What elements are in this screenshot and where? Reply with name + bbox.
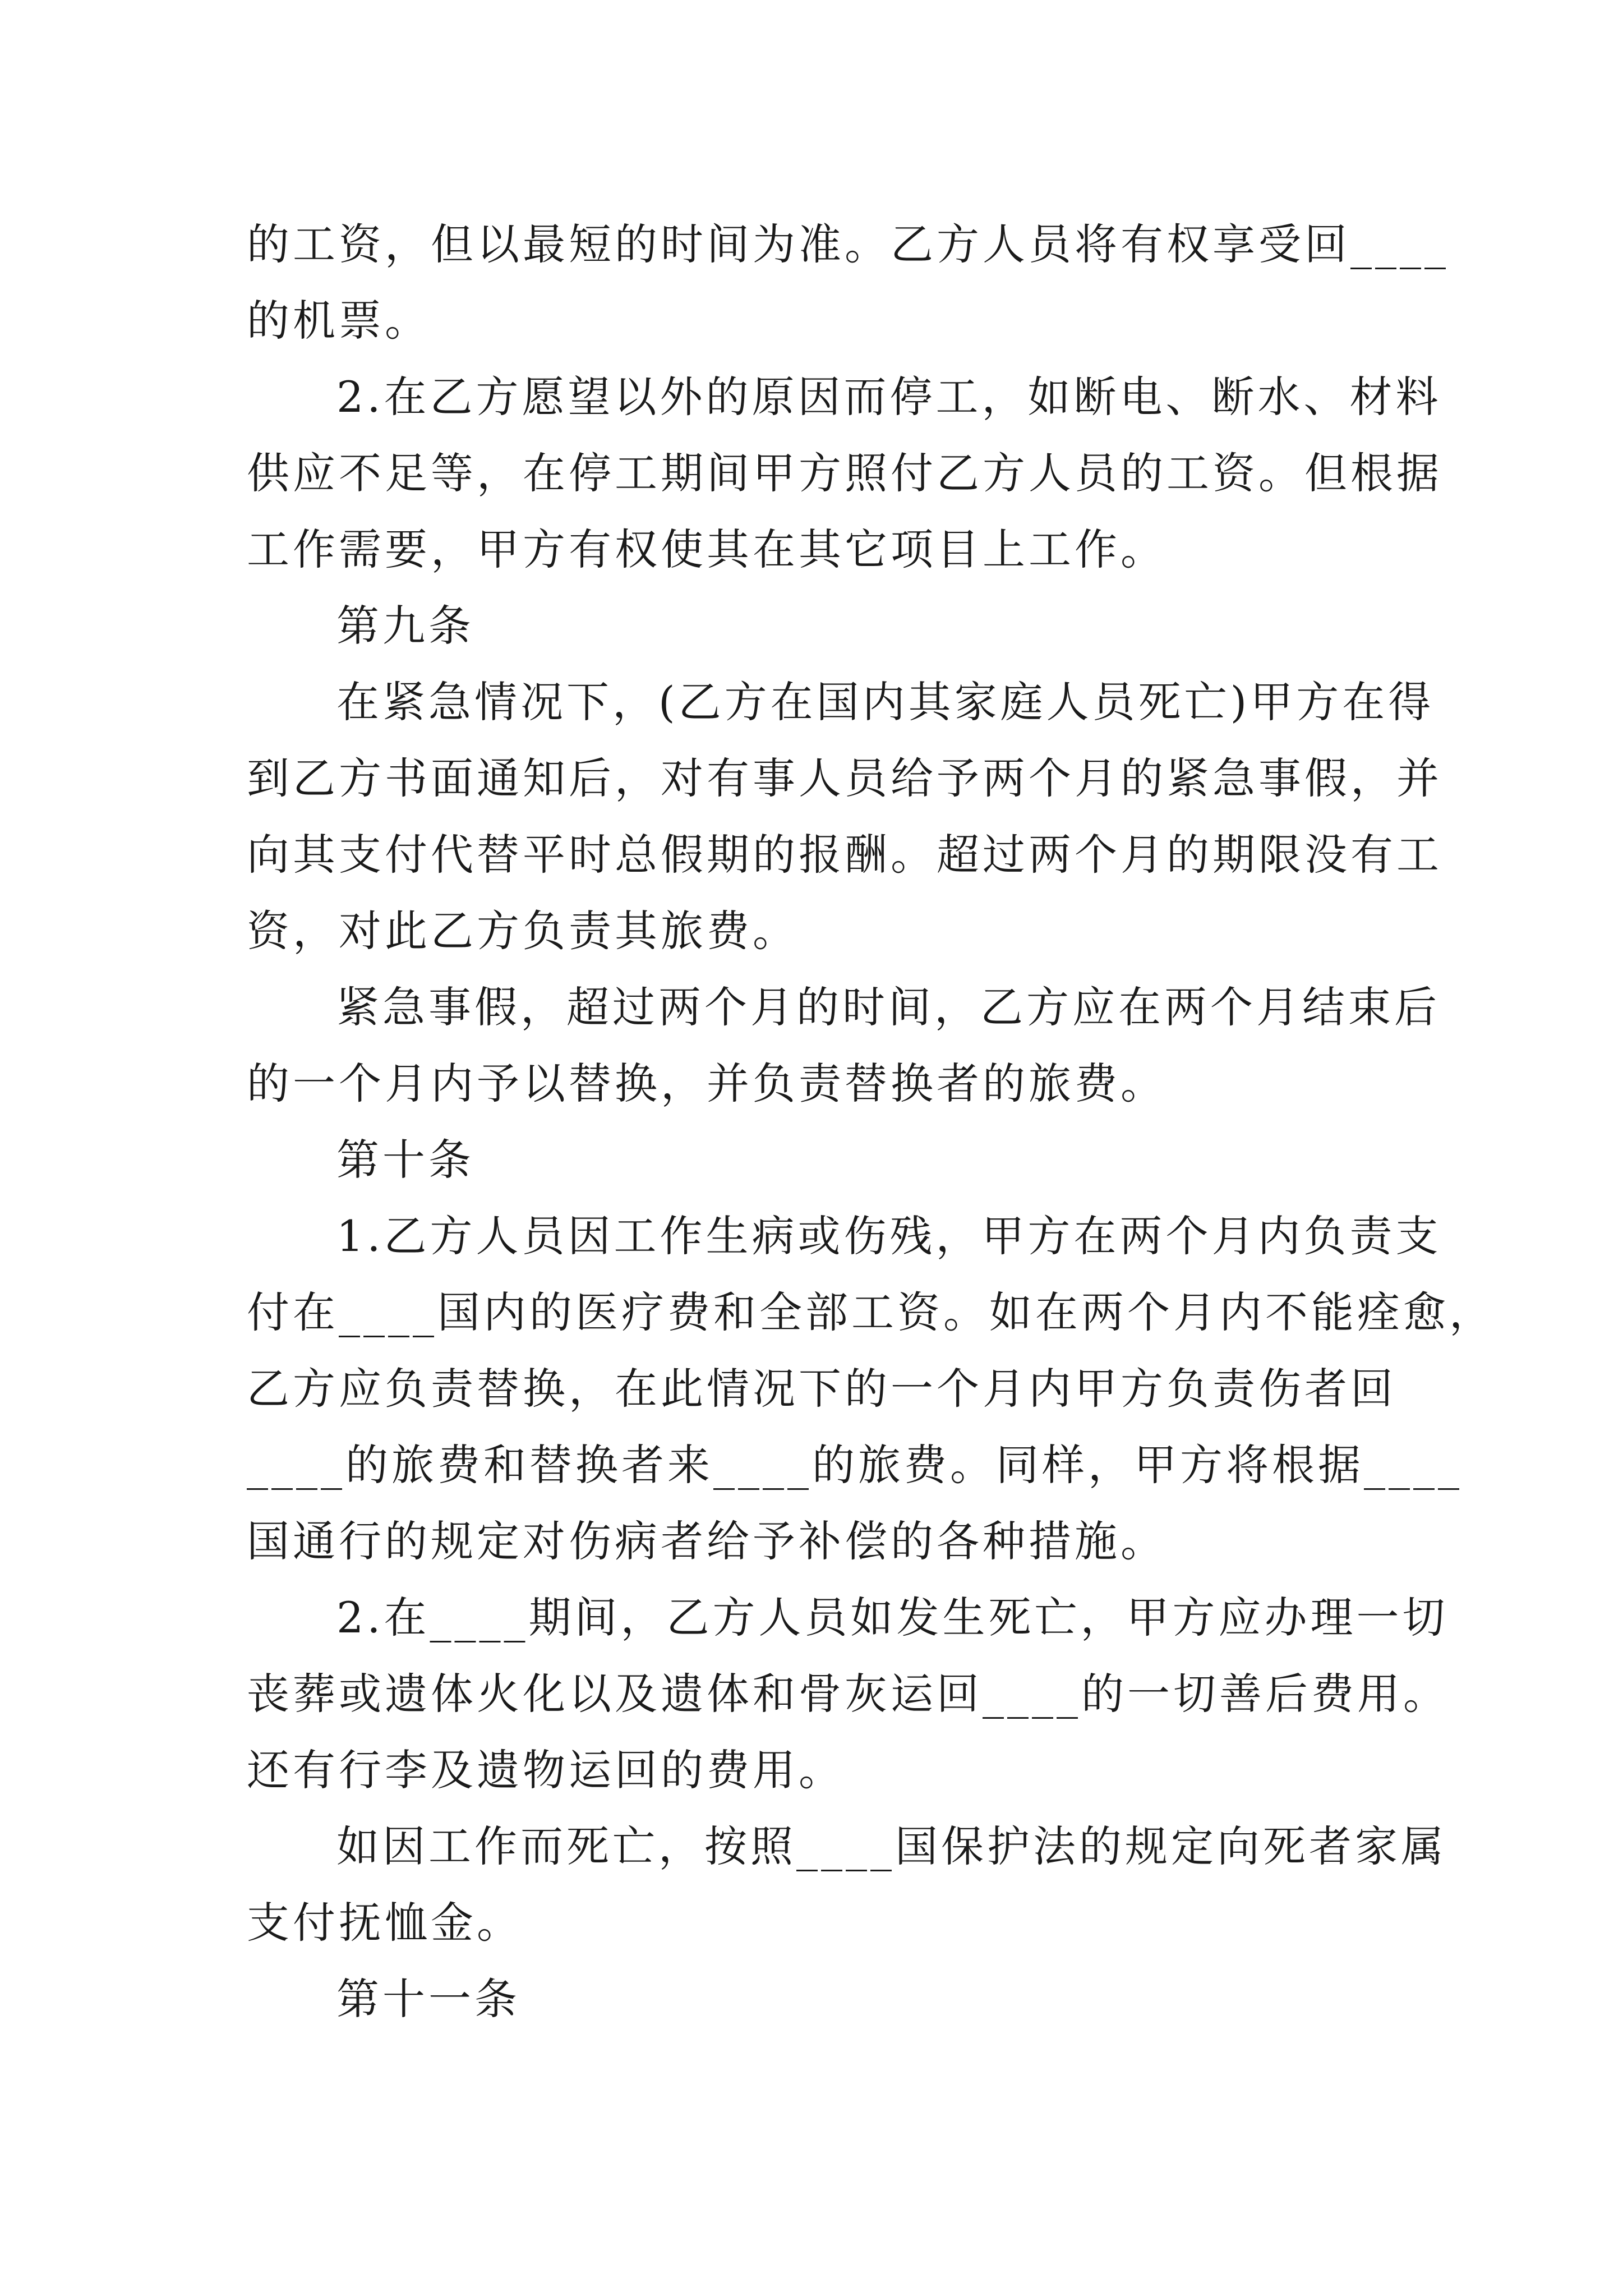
text-line: 乙方应负责替换，在此情况下的一个月内甲方负责伤者回 [247, 1364, 1396, 1414]
section-heading: 第十条 [336, 1135, 474, 1185]
text-line: 支付抚恤金。 [247, 1898, 523, 1948]
text-line: 资，对此乙方负责其旅费。 [247, 906, 799, 956]
text-line: 的工资，但以最短的时间为准。乙方人员将有权享受回____ [247, 219, 1449, 269]
text-line: 向其支付代替平时总假期的报酬。超过两个月的期限没有工 [247, 830, 1442, 880]
text-line: 在紧急情况下，(乙方在国内其家庭人员死亡)甲方在得 [336, 677, 1435, 727]
text-line: 2.在____期间，乙方人员如发生死亡，甲方应办理一切 [336, 1593, 1449, 1642]
text-line: 的机票。 [247, 296, 431, 346]
text-line: 1.乙方人员因工作生病或伤残，甲方在两个月内负责支 [336, 1211, 1442, 1261]
text-line: 的一个月内予以替换，并负责替换者的旅费。 [247, 1059, 1166, 1108]
text-line: 工作需要，甲方有权使其在其它项目上工作。 [247, 524, 1166, 574]
section-heading: 第十一条 [336, 1974, 520, 2024]
text-line: 紧急事假，超过两个月的时间，乙方应在两个月结束后 [336, 982, 1440, 1032]
text-line: 还有行李及遗物运回的费用。 [247, 1745, 845, 1795]
text-line: 丧葬或遗体火化以及遗体和骨灰运回____的一切善后费用。 [247, 1669, 1449, 1719]
text-line: 供应不足等，在停工期间甲方照付乙方人员的工资。但根据 [247, 448, 1442, 498]
contract-body [247, 206, 1495, 2037]
text-line: 付在____国内的医疗费和全部工资。如在两个月内不能痊愈， [247, 1287, 1495, 1337]
text-line: 2.在乙方愿望以外的原因而停工，如断电、断水、材料 [336, 372, 1442, 422]
text-line: 国通行的规定对伤病者给予补偿的各种措施。 [247, 1516, 1166, 1566]
text-line: 如因工作而死亡，按照____国保护法的规定向死者家属 [336, 1821, 1447, 1871]
text-line: ____的旅费和替换者来____的旅费。同样，甲方将根据____ [247, 1440, 1463, 1490]
text-line: 到乙方书面通知后，对有事人员给予两个月的紧急事假，并 [247, 753, 1442, 803]
section-heading: 第九条 [336, 601, 474, 651]
